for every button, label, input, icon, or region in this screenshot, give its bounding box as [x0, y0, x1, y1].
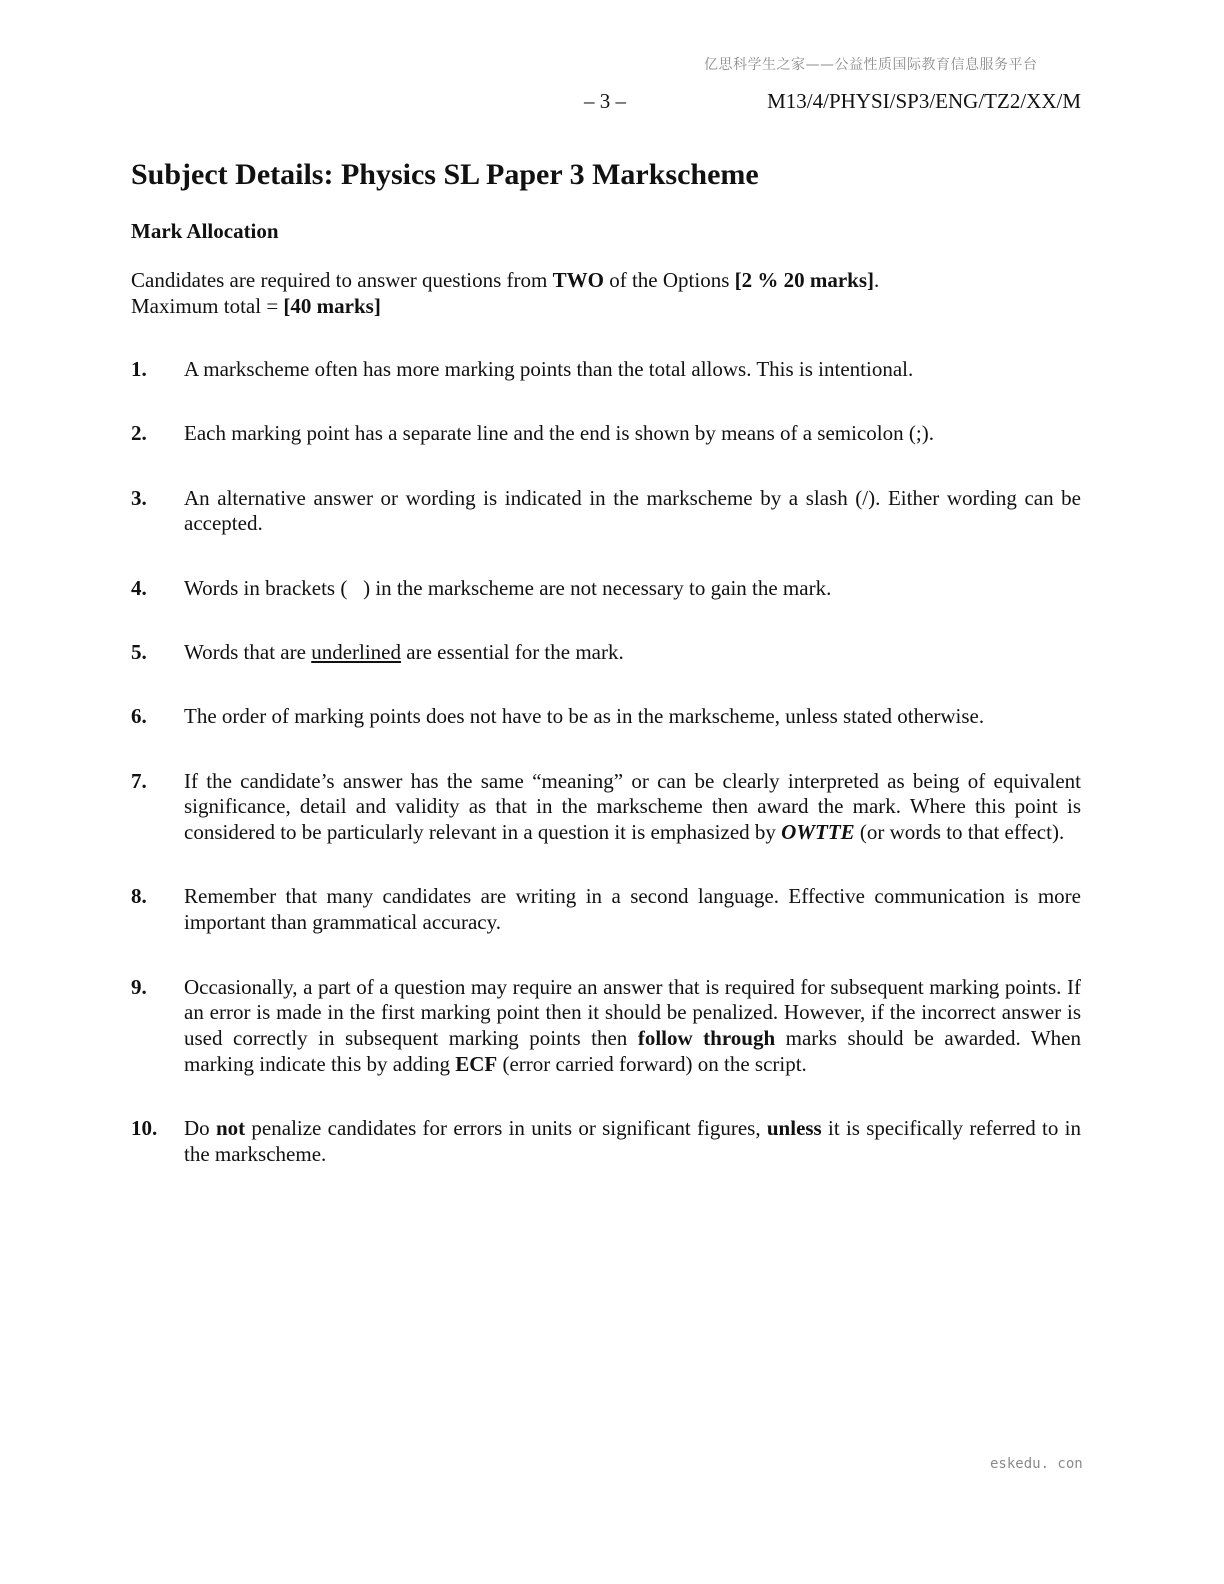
rule-item [131, 421, 1081, 447]
allocation-line-2: Maximum total = [40 marks] [131, 293, 381, 318]
rule-number: 1. [131, 357, 147, 381]
page-title: Subject Details: Physics SL Paper 3 Markscheme [131, 158, 759, 191]
rule-number: 5. [131, 639, 147, 664]
rule-text: Do not penalize candidates for errors in units or significant figures, unless it is specifically referred to in the markscheme. [184, 1116, 1081, 1167]
rule-text: Each marking point has a separate line and the end is shown by means of a semicolon (;). [184, 421, 934, 446]
bold-term: not [215, 1116, 246, 1141]
owtte-term: OWTTE [781, 820, 855, 845]
rule-item [131, 975, 1081, 1078]
rule-item [131, 884, 1081, 936]
rule-text: Occasionally, a part of a question may require an answer that is required for subsequent marking points. If an error is made in the first marking point then it should be penalized. However, if the incorrect answer is used correctly in subsequent marking points then follow through marks should be awarded. When marking indicate this by adding ECF (error carried forward) on the script. [184, 974, 1081, 1076]
rule-number: 2. [131, 421, 147, 446]
rule-number: 4. [131, 575, 147, 600]
rule-text: An alternative answer or wording is indicated in the markscheme by a slash (/). Either wording can be accepted. [184, 485, 1081, 536]
rule-number: 9. [131, 974, 147, 999]
rule-item [131, 357, 1081, 383]
document-code: M13/4/PHYSI/SP3/ENG/TZ2/XX/M [767, 89, 1081, 113]
rule-text: If the candidate’s answer has the same “meaning” or can be clearly interpreted as being of equivalent significance, detail and validity as that in the markscheme then award the mark. Where this point is considered to be particularly relevant in a question it is emphasized by OWTTE (or words to that effect). [184, 768, 1081, 845]
rule-number: 8. [131, 884, 147, 909]
rule-number: 10. [131, 1116, 158, 1141]
rule-item [131, 576, 1081, 602]
rule-text: Words in brackets ( ) in the markscheme are not necessary to gain the mark. [184, 575, 832, 600]
rule-item [131, 1116, 1081, 1168]
footer-watermark: eskedu. con [990, 1456, 1083, 1472]
section-heading: Mark Allocation [131, 219, 279, 243]
bold-term: follow through [637, 1026, 776, 1051]
marking-rules-list [131, 357, 1081, 1206]
rule-item [131, 486, 1081, 538]
rule-text: A markscheme often has more marking points than the total allows. This is intentional. [184, 357, 914, 381]
allocation-line-1: Candidates are required to answer questions from TWO of the Options [2 % 20 marks]. [131, 268, 880, 292]
underlined-term: underlined [311, 639, 401, 664]
rule-number: 7. [131, 768, 147, 793]
rule-item [131, 704, 1081, 730]
rule-item [131, 640, 1081, 666]
mark-allocation-text [131, 268, 1081, 319]
rule-text: Remember that many candidates are writing in a second language. Effective communication is more important than grammatical accuracy. [184, 884, 1081, 935]
bold-term: unless [766, 1116, 822, 1141]
rule-text: The order of marking points does not have to be as in the markscheme, unless stated otherwise. [184, 704, 985, 729]
bold-term: ECF [455, 1051, 498, 1076]
rule-item [131, 769, 1081, 846]
header-watermark: 亿思科学生之家——公益性质国际教育信息服务平台 [704, 57, 1038, 73]
rule-number: 3. [131, 485, 147, 510]
rule-text: Words that are underlined are essential for the mark. [184, 639, 624, 664]
page-number: – 3 – [584, 89, 626, 113]
rule-number: 6. [131, 704, 147, 729]
